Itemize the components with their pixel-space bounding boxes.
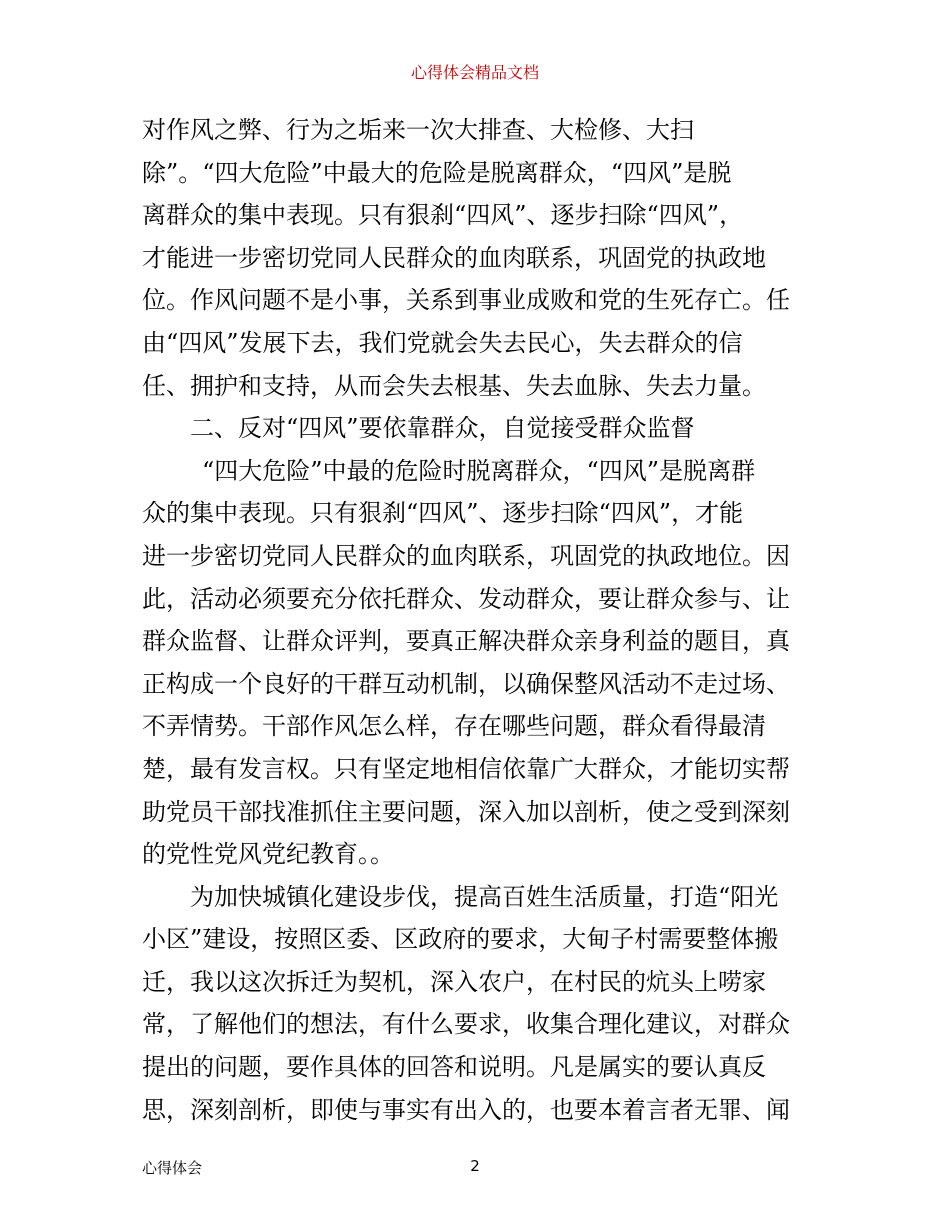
text-line: 助党员干部找准抓住主要问题，深入加以剖析，使之受到深刻 xyxy=(142,797,790,826)
text-line: 进一步密切党同人民群众的血肉联系，巩固党的执政地位。因 xyxy=(142,541,790,570)
text-line: 由“四风”发展下去，我们党就会失去民心，失去群众的信 xyxy=(142,328,743,357)
text-line: 楚，最有发言权。只有坚定地相信依靠广大群众，才能切实帮 xyxy=(142,754,790,783)
body-text xyxy=(142,109,812,1131)
text-line: 正构成一个良好的干群互动机制，以确保整风活动不走过场、 xyxy=(142,669,790,698)
text-line: 此，活动必须要充分依托群众、发动群众，要让群众参与、让 xyxy=(142,584,790,613)
page-number: 2 xyxy=(470,1157,480,1175)
footer-label: 心得体会 xyxy=(142,1159,203,1177)
text-line: 常，了解他们的想法，有什么要求，收集合理化建议，对群众 xyxy=(142,1010,790,1039)
text-line: 小区”建设，按照区委、区政府的要求，大甸子村需要整体搬 xyxy=(142,925,779,954)
page-header-title: 心得体会精品文档 xyxy=(410,63,539,82)
text-line: 对作风之弊、行为之垢来一次大排查、大检修、大扫 xyxy=(142,116,694,144)
text-line: 不弄情势。干部作风怎么样，存在哪些问题，群众看得最清 xyxy=(142,712,766,741)
text-line: 除”。“四大危险”中最大的危险是脱离群众，“四风”是脱 xyxy=(142,158,732,187)
text-line: 任、拥护和支持，从而会失去根基、失去血脉、失去力量。 xyxy=(142,371,766,400)
text-line: “四大危险”中最的危险时脱离群众，“四风”是脱离群 xyxy=(202,456,756,485)
text-line: 众的集中表现。只有狠刹“四风”、逐步扫除“四风”，才能 xyxy=(142,499,744,528)
text-line: 的党性党风党纪教育。。 xyxy=(142,840,394,869)
text-line: 离群众的集中表现。只有狠刹“四风”、逐步扫除“四风”， xyxy=(142,201,744,230)
text-line: 迁，我以这次拆迁为契机，深入农户，在村民的炕头上唠家 xyxy=(142,967,766,996)
text-line: 思，深刻剖析，即使与事实有出入的，也要本着言者无罪、闻 xyxy=(142,1095,790,1124)
text-line: 为加快城镇化建设步伐，提高百姓生活质量，打造“阳光 xyxy=(190,882,779,911)
text-line: 提出的问题，要作具体的回答和说明。凡是属实的要认真反 xyxy=(142,1053,766,1082)
text-line: 才能进一步密切党同人民群众的血肉联系，巩固党的执政地 xyxy=(142,243,766,272)
text-line: 群众监督、让群众评判，要真正解决群众亲身利益的题目，真 xyxy=(142,627,790,656)
text-line: 位。作风问题不是小事，关系到事业成败和党的生死存亡。任 xyxy=(142,286,790,315)
section-heading: 二、反对“四风”要依靠群众，自觉接受群众监督 xyxy=(190,414,695,443)
